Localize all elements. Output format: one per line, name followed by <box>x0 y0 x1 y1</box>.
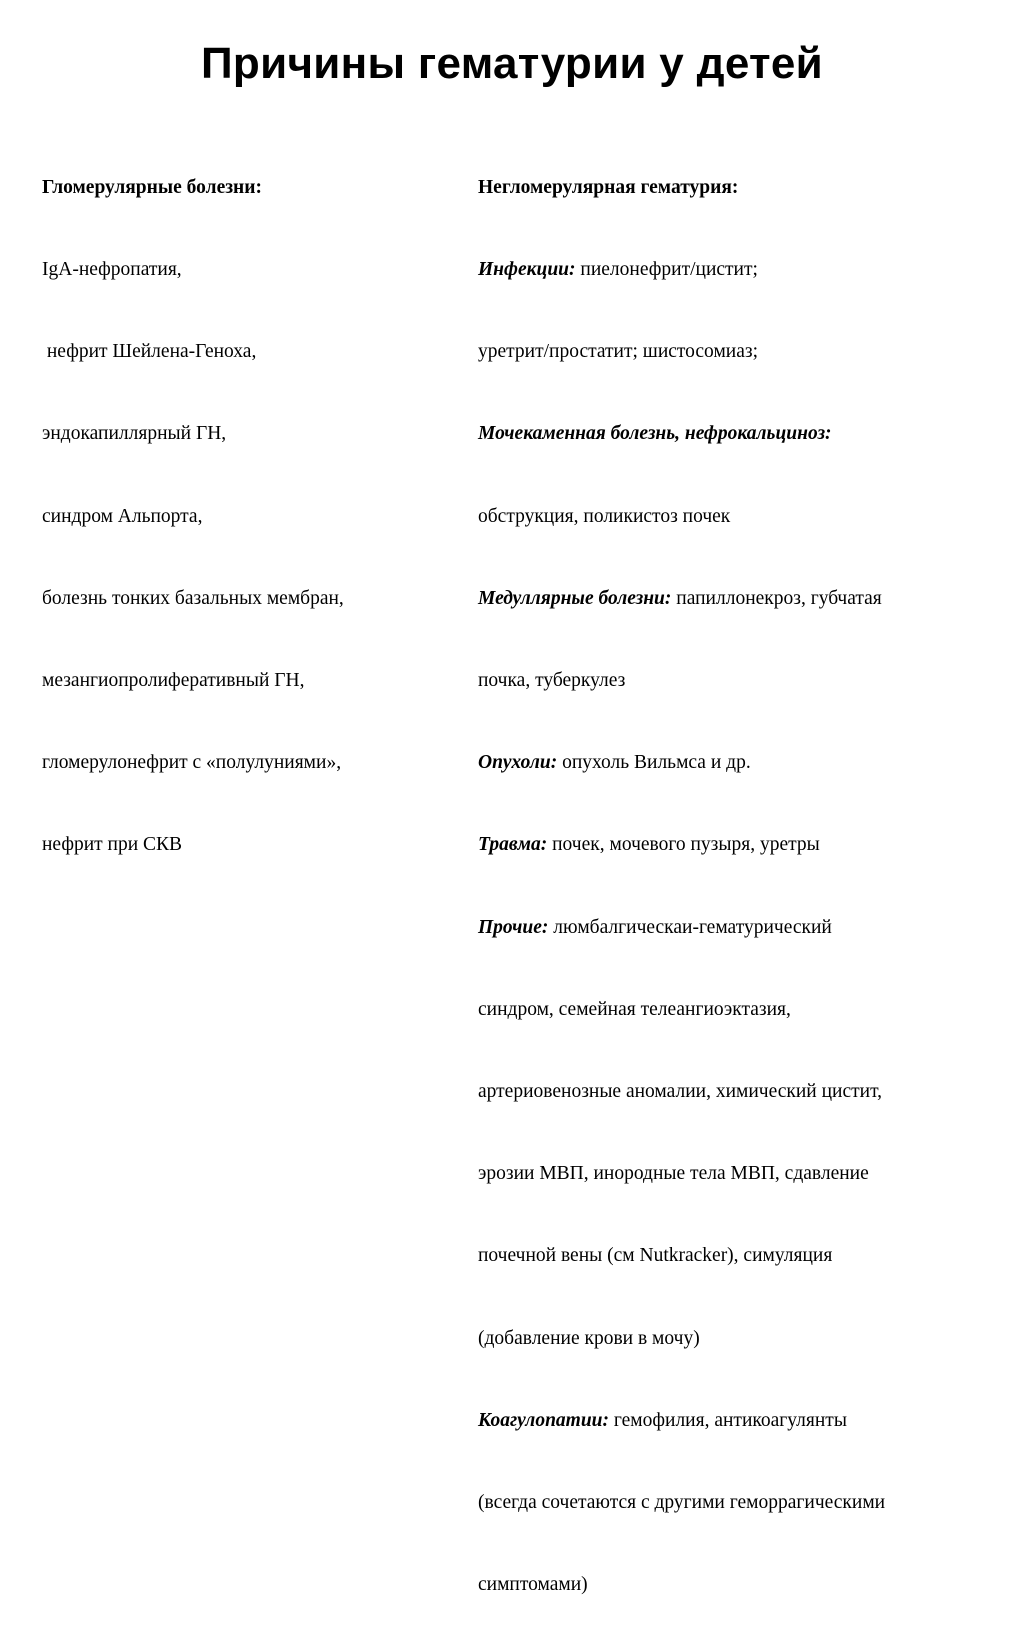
cause-label: Травма: <box>478 834 548 856</box>
glomerular-heading: Гломерулярные болезни: <box>42 176 263 198</box>
glomerular-item: нефрит при СКВ <box>42 834 183 856</box>
cause-line <box>478 338 1018 365</box>
cause-line <box>478 667 1018 694</box>
cause-text: эрозии МВП, инородные тела МВП, сдавление <box>478 1163 869 1185</box>
cause-text: симптомами) <box>478 1574 588 1596</box>
glomerular-item: эндокапиллярный ГН, <box>42 423 227 445</box>
cause-line <box>478 1160 1018 1187</box>
cause-text: (всегда сочетаются с другими геморрагическими <box>478 1492 886 1514</box>
cause-label: Опухоли: <box>478 752 558 774</box>
cause-label: Мочекаменная болезнь, нефрокальциноз: <box>478 423 832 445</box>
cause-text: папиллонекроз, губчатая <box>671 587 882 609</box>
nonglomerular-column <box>478 119 1018 1626</box>
cause-line <box>478 1078 1018 1105</box>
cause-line <box>478 503 1018 530</box>
cause-line <box>478 1571 1018 1598</box>
cause-text: артериовенозные аномалии, химический цистит, <box>478 1081 883 1103</box>
nonglomerular-heading: Негломерулярная гематурия: <box>478 176 739 198</box>
cause-text: опухоль Вильмса и др. <box>557 752 751 774</box>
cause-line <box>478 914 1018 941</box>
cause-text: почка, туберкулез <box>478 670 626 692</box>
glomerular-column <box>42 119 472 886</box>
glomerular-item: гломерулонефрит с «полулуниями», <box>42 752 342 774</box>
slide-title: Причины гематурии у детей <box>201 39 823 88</box>
cause-text: почечной вены (см Nutkracker), симуляция <box>478 1245 833 1267</box>
cause-text: пиелонефрит/цистит; <box>575 259 758 281</box>
cause-label: Медуллярные болезни: <box>478 587 672 609</box>
cause-line <box>478 831 1018 858</box>
cause-text: гемофилия, антикоагулянты <box>609 1409 847 1431</box>
cause-line <box>478 749 1018 776</box>
cause-line <box>478 1325 1018 1352</box>
cause-line <box>478 1489 1018 1516</box>
cause-label: Коагулопатии: <box>478 1409 610 1431</box>
cause-line <box>478 1407 1018 1434</box>
cause-line <box>478 1242 1018 1269</box>
glomerular-item: синдром Альпорта, <box>42 505 203 527</box>
glomerular-item: болезнь тонких базальных мембран, <box>42 587 344 609</box>
cause-text: почек, мочевого пузыря, уретры <box>547 834 820 856</box>
cause-label: Инфекции: <box>478 259 576 281</box>
cause-text: синдром, семейная телеангиоэктазия, <box>478 998 791 1020</box>
cause-text: люмбалгическаи-гематурический <box>548 916 832 938</box>
cause-text: (добавление крови в мочу) <box>478 1327 700 1349</box>
cause-text: обструкция, поликистоз почек <box>478 505 731 527</box>
cause-line <box>478 996 1018 1023</box>
cause-line <box>478 256 1018 283</box>
glomerular-item: нефрит Шейлена-Геноха, <box>42 341 257 363</box>
cause-label: Прочие: <box>478 916 549 938</box>
cause-text: уретрит/простатит; шистосомиаз; <box>478 341 758 363</box>
glomerular-item: IgA-нефропатия, <box>42 259 182 281</box>
glomerular-item: мезангиопролиферативный ГН, <box>42 670 305 692</box>
cause-line <box>478 585 1018 612</box>
cause-line <box>478 420 1018 447</box>
